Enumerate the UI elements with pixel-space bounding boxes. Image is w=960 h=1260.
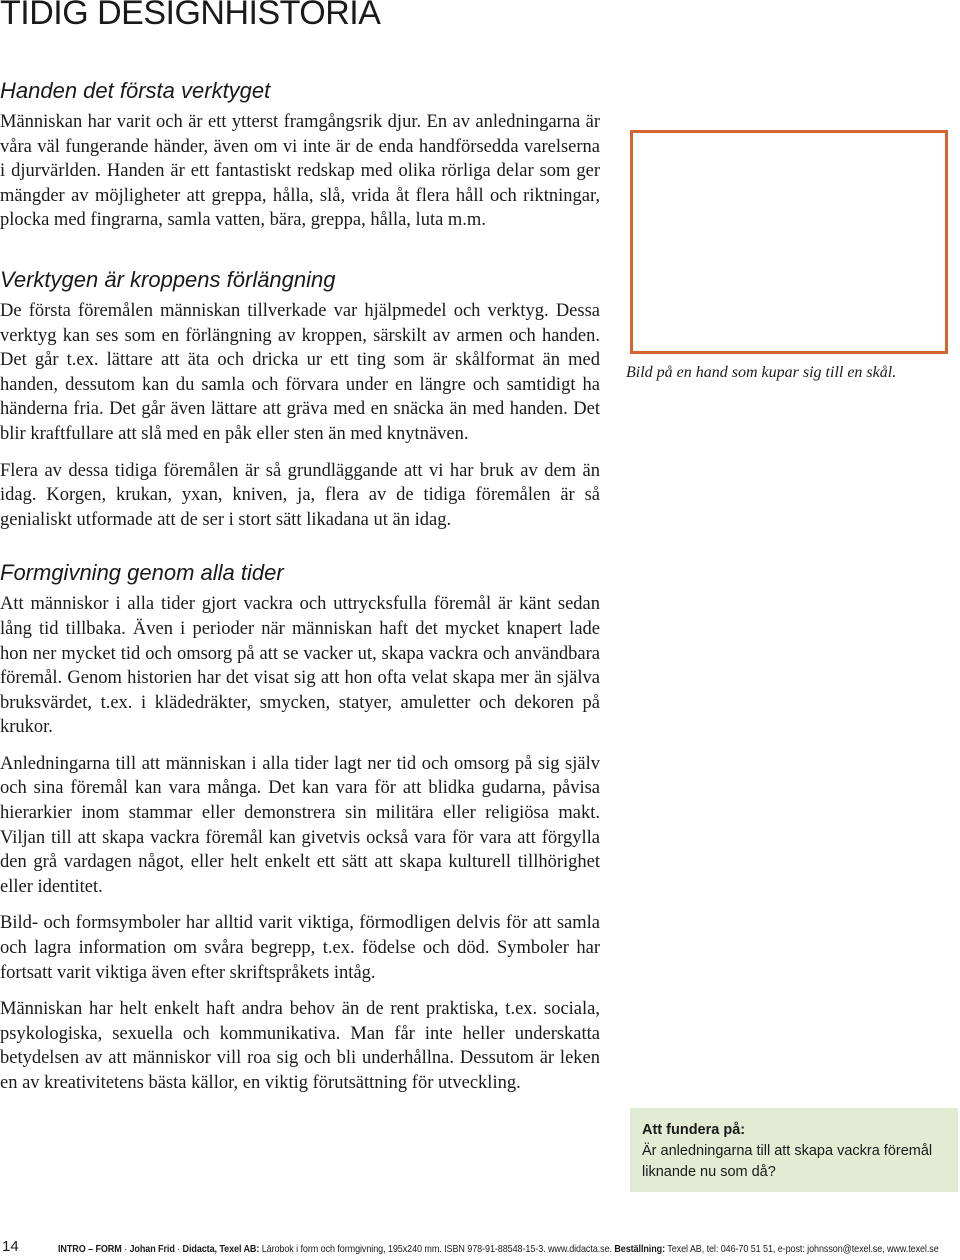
section-heading: Formgivning genom alla tider [0, 560, 284, 586]
paragraph: Flera av dessa tidiga föremålen är så grundläggande att vi har bruk av dem än idag. Korgen, krukan, yxan, kniven, ja, flera av de tidiga föremålen är så genialiskt utformade att de ser i stort sätt likadana ut än idag. [0, 460, 600, 530]
footer-order: Beställning: [614, 1243, 666, 1255]
footer-book: Lärobok i form och formgivning, 195x240 mm. ISBN 978-91-88548-15-3. www.didacta.se. [261, 1243, 612, 1255]
reflection-title: Att fundera på: [642, 1122, 746, 1138]
page-number: 14 [2, 1238, 19, 1255]
page-footer [0, 1238, 960, 1260]
section-hand [0, 78, 600, 233]
footer-contact: Texel AB, tel: 046-70 51 51, e-post: johnsson@texel.se, www.texel.se [667, 1243, 939, 1255]
paragraph: Anledningarna till att människan i alla tider lagt ner tid och omsorg på sig själv och sina föremål kan vara många. Det kan vara för att blidka gudarna, påvisa hierarkier inom stammar eller demonstrera sin militära eller religiösa makt. Viljan till att skapa vackra föremål kan givetvis också vara för vara att förgylla den grå vardagen något, eller helt enkelt ett sätt att skapa kulturell tillhörighet eller identitet. [0, 753, 600, 897]
footer-author: Johan Frid [129, 1243, 175, 1255]
footer-text: INTRO – FORM · Johan Frid · Didacta, Texel AB: Lärobok i form och formgivning, 195x240 mm. ISBN 978-91-88548-15-3. www.didacta.se. Beställning: Texel AB, tel: 046-70 51 51, e-post: johnsson@texel.se, www.texel.se [58, 1243, 939, 1255]
footer-publisher: Didacta, Texel AB: [182, 1243, 260, 1255]
image-placeholder [630, 130, 948, 354]
paragraph: Människan har helt enkelt haft andra behov än de rent praktiska, t.ex. sociala, psykologiska, sexuella och kommunikativa. Man får inte heller underskatta betydelsen av att människor vill roa sig och bli underhållna. Dessutom är leken en av kreativitetens bästa källor, en viktig förutsättning för utveckling. [0, 999, 600, 1093]
reflection-text: Är anledningarna till att skapa vackra föremål liknande nu som då? [642, 1143, 933, 1180]
reflection-box [630, 1108, 958, 1192]
section-tools [0, 267, 600, 532]
paragraph: De första föremålen människan tillverkade var hjälpmedel och verktyg. Dessa verktyg kan ses som en förlängning av kroppen, särskilt av armen och handen. Det går t.ex. lättare att äta och dricka ur ett ting som är skålformat än med handen, dessutom kan du samla och förvara under en längre och samtidigt ha händerna fria. Det går även lättare att gräva med en snäcka än med handen. Det blir kraftfullare att slå med en påk eller sten än med knytnäven. [0, 300, 600, 444]
section-design [0, 560, 600, 1095]
page-title: TIDIG DESIGNHISTORIA [0, 0, 381, 32]
main-column [0, 78, 600, 1108]
footer-series: INTRO – FORM [58, 1243, 122, 1255]
paragraph: Att människor i alla tider gjort vackra och uttrycksfulla föremål är känt sedan lång tid tillbaka. Även i perioder när människan haft det mycket knapert lade hon ner mycket tid och omsorg på att se vacker ut, skapa vackra och användbara föremål. Genom historien har det visat sig att hon ofta velat skapa mer än själva bruksvärdet, t.ex. i klädedräkter, smycken, statyer, amuletter och dekoren på krukor. [0, 594, 600, 738]
image-caption: Bild på en hand som kupar sig till en skål. [626, 364, 897, 381]
paragraph: Människan har varit och är ett ytterst framgångsrik djur. En av anledningarna är våra väl fungerande händer, även om vi inte är de enda handförsedda varelserna i djurvärlden. Handen är ett fantastiskt redskap med olika rörliga delar som ger mängder av möjligheter att greppa, hålla, slå, vrida åt flera håll och riktningar, plocka med fingrarna, samla vatten, bära, greppa, hålla, luta m.m. [0, 112, 600, 231]
section-heading: Verktygen är kroppens förlängning [0, 266, 336, 292]
section-heading: Handen det första verktyget [0, 78, 271, 103]
paragraph: Bild- och formsymboler har alltid varit viktiga, förmodligen delvis för att samla och lagra information om svåra begrepp, t.ex. födelse och död. Symboler har fortsatt varit viktiga även efter skriftspråkets intåg. [0, 913, 600, 983]
